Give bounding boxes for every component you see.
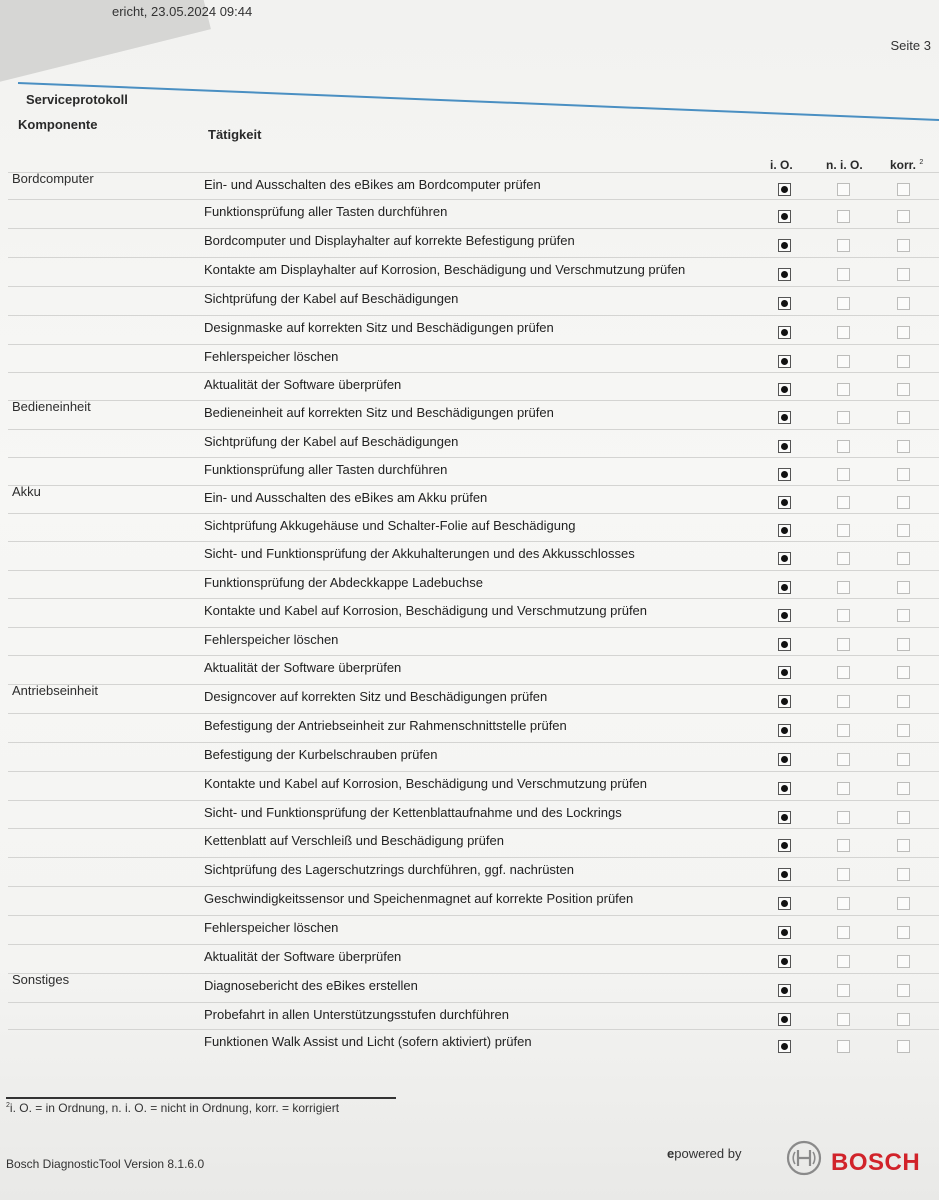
table-row [8,915,939,944]
korr-checkbox[interactable] [897,811,910,824]
component-label: Antriebseinheit [12,683,98,698]
table-row [8,257,939,286]
korr-checkbox[interactable] [897,210,910,223]
table-row [8,857,939,886]
korr-checkbox[interactable] [897,926,910,939]
activity-text: Probefahrt in allen Unterstützungsstufen durchführen [204,1007,509,1022]
io-checkbox[interactable] [778,383,791,396]
checked-dot-icon [781,271,788,278]
table-row [8,713,939,742]
table-row [8,800,939,829]
checked-dot-icon [781,814,788,821]
korr-checkbox[interactable] [897,955,910,968]
nio-checkbox[interactable] [837,355,850,368]
activity-text: Aktualität der Software überprüfen [204,949,402,964]
bosch-armature-icon [786,1140,822,1176]
checked-dot-icon [781,555,788,562]
nio-checkbox[interactable] [837,326,850,339]
korr-checkbox[interactable] [897,468,910,481]
footnote-divider [6,1097,396,1099]
powered-by-label [667,1146,741,1161]
table-row [8,315,939,344]
page-number: Seite 3 [890,38,931,53]
nio-checkbox[interactable] [837,297,850,310]
checked-dot-icon [781,1016,788,1023]
checked-dot-icon [781,186,788,193]
korr-checkbox[interactable] [897,524,910,537]
io-checkbox[interactable] [778,609,791,622]
activity-text: Sichtprüfung Akkugehäuse und Schalter-Folie auf Beschädigung [204,518,576,533]
io-checkbox[interactable] [778,926,791,939]
table-row [8,400,939,429]
report-header-date: ericht, 23.05.2024 09:44 [112,4,253,19]
checked-dot-icon [781,358,788,365]
korr-checkbox[interactable] [897,638,910,651]
nio-checkbox[interactable] [837,609,850,622]
nio-checkbox[interactable] [837,695,850,708]
io-checkbox[interactable] [778,1013,791,1026]
activity-text: Aktualität der Software überprüfen [204,660,402,675]
korr-checkbox[interactable] [897,581,910,594]
checked-dot-icon [781,329,788,336]
korr-checkbox[interactable] [897,782,910,795]
korr-checkbox[interactable] [897,666,910,679]
checked-dot-icon [781,443,788,450]
nio-checkbox[interactable] [837,811,850,824]
io-checkbox[interactable] [778,724,791,737]
checked-dot-icon [781,698,788,705]
table-row [8,886,939,915]
io-checkbox[interactable] [778,355,791,368]
nio-checkbox[interactable] [837,897,850,910]
footnote-text: i. O. = in Ordnung, n. i. O. = nicht in Ordnung, korr. = korrigiert [9,1101,340,1115]
checked-dot-icon [781,584,788,591]
component-label: Sonstiges [12,972,70,987]
activity-text: Ein- und Ausschalten des eBikes am Bordcomputer prüfen [204,177,541,192]
checked-dot-icon [781,300,788,307]
activity-text: Fehlerspeicher löschen [204,349,339,364]
io-checkbox[interactable] [778,984,791,997]
activity-text: Designmaske auf korrekten Sitz und Beschädigungen prüfen [204,320,554,335]
activity-text: Kettenblatt auf Verschleiß und Beschädigung prüfen [204,833,504,848]
activity-text: Befestigung der Antriebseinheit zur Rahmenschnittstelle prüfen [204,718,567,733]
korr-checkbox[interactable] [897,868,910,881]
io-checkbox[interactable] [778,411,791,424]
table-row [8,429,939,458]
checked-dot-icon [781,842,788,849]
io-checkbox[interactable] [778,581,791,594]
table-row [8,973,939,1002]
io-checkbox[interactable] [778,666,791,679]
table-row [8,570,939,599]
activity-text: Funktionsprüfung aller Tasten durchführen [204,462,448,477]
checked-dot-icon [781,471,788,478]
table-row [8,513,939,542]
io-checkbox[interactable] [778,183,791,196]
nio-checkbox[interactable] [837,666,850,679]
nio-checkbox[interactable] [837,383,850,396]
io-checkbox[interactable] [778,496,791,509]
korr-checkbox[interactable] [897,440,910,453]
checked-dot-icon [781,785,788,792]
checked-dot-icon [781,727,788,734]
table-row [8,598,939,627]
footnote-marker: 2 [6,1102,10,1109]
component-label: Akku [12,484,41,499]
io-checkbox[interactable] [778,552,791,565]
tool-version: Bosch DiagnosticTool Version 8.1.6.0 [6,1157,205,1171]
table-row [8,286,939,315]
checked-dot-icon [781,499,788,506]
io-checkbox[interactable] [778,839,791,852]
io-checkbox[interactable] [778,239,791,252]
table-row [8,541,939,570]
nio-checkbox[interactable] [837,868,850,881]
io-checkbox[interactable] [778,811,791,824]
table-row [8,457,939,486]
nio-checkbox[interactable] [837,638,850,651]
checked-dot-icon [781,929,788,936]
korr-checkbox[interactable] [897,753,910,766]
column-header-activity: Tätigkeit [208,127,262,142]
io-checkbox[interactable] [778,268,791,281]
checked-dot-icon [781,213,788,220]
korr-checkbox[interactable] [897,1013,910,1026]
activity-text: Funktionsprüfung aller Tasten durchführen [204,204,448,219]
io-checkbox[interactable] [778,468,791,481]
nio-checkbox[interactable] [837,524,850,537]
nio-checkbox[interactable] [837,183,850,196]
activity-text: Geschwindigkeitssensor und Speichenmagnet auf korrekte Position prüfen [204,891,634,906]
activity-text: Fehlerspeicher löschen [204,632,339,647]
activity-text: Sicht- und Funktionsprüfung der Akkuhalterungen und des Akkusschlosses [204,546,635,561]
table-row [8,742,939,771]
korr-checkbox[interactable] [897,411,910,424]
io-checkbox[interactable] [778,753,791,766]
table-row [8,655,939,684]
korr-checkbox[interactable] [897,383,910,396]
korr-checkbox[interactable] [897,839,910,852]
table-row [8,1002,939,1031]
column-header-io: i. O. [770,158,793,172]
korr-checkbox[interactable] [897,695,910,708]
checked-dot-icon [781,386,788,393]
korr-checkbox[interactable] [897,496,910,509]
activity-text: Bordcomputer und Displayhalter auf korrekte Befestigung prüfen [204,233,575,248]
activity-text: Befestigung der Kurbelschrauben prüfen [204,747,438,762]
io-checkbox[interactable] [778,868,791,881]
table-row [8,684,939,713]
activity-text: Bedieneinheit auf korrekten Sitz und Beschädigungen prüfen [204,405,554,420]
table-row [8,944,939,973]
korr-checkbox[interactable] [897,1040,910,1053]
activity-text: Designcover auf korrekten Sitz und Beschädigungen prüfen [204,689,548,704]
table-row [8,372,939,401]
korr-checkbox[interactable] [897,297,910,310]
io-checkbox[interactable] [778,1040,791,1053]
nio-checkbox[interactable] [837,782,850,795]
table-row [8,344,939,373]
korr-checkbox[interactable] [897,183,910,196]
activity-text: Kontakte am Displayhalter auf Korrosion, Beschädigung und Verschmutzung prüfen [204,262,686,277]
table-row [8,172,939,201]
column-header-nio: n. i. O. [826,158,863,172]
korr-checkbox[interactable] [897,355,910,368]
io-checkbox[interactable] [778,297,791,310]
activity-text: Aktualität der Software überprüfen [204,377,402,392]
table-row [8,228,939,257]
nio-checkbox[interactable] [837,1013,850,1026]
nio-checkbox[interactable] [837,210,850,223]
checked-dot-icon [781,1043,788,1050]
nio-checkbox[interactable] [837,581,850,594]
io-checkbox[interactable] [778,524,791,537]
column-header-component: Komponente [18,117,98,132]
checked-dot-icon [781,414,788,421]
korr-checkbox[interactable] [897,326,910,339]
table-row [8,771,939,800]
nio-checkbox[interactable] [837,496,850,509]
korr-checkbox[interactable] [897,239,910,252]
activity-text: Kontakte und Kabel auf Korrosion, Beschädigung und Verschmutzung prüfen [204,603,648,618]
component-label: Bordcomputer [12,171,94,186]
checked-dot-icon [781,612,788,619]
checked-dot-icon [781,242,788,249]
korr-checkbox[interactable] [897,268,910,281]
table-row [8,199,939,228]
activity-text: Sichtprüfung des Lagerschutzrings durchführen, ggf. nachrüsten [204,862,575,877]
table-row [8,485,939,514]
nio-checkbox[interactable] [837,955,850,968]
activity-text: Sichtprüfung der Kabel auf Beschädigungen [204,291,459,306]
bosch-brand: BOSCH [831,1149,921,1176]
activity-text: Kontakte und Kabel auf Korrosion, Beschädigung und Verschmutzung prüfen [204,776,648,791]
component-label: Bedieneinheit [12,399,91,414]
activity-text: Fehlerspeicher löschen [204,920,339,935]
io-checkbox[interactable] [778,695,791,708]
activity-text: Sichtprüfung der Kabel auf Beschädigungen [204,434,459,449]
footnote [6,1101,339,1115]
nio-checkbox[interactable] [837,239,850,252]
io-checkbox[interactable] [778,782,791,795]
checked-dot-icon [781,641,788,648]
checked-dot-icon [781,871,788,878]
nio-checkbox[interactable] [837,411,850,424]
checked-dot-icon [781,900,788,907]
korr-checkbox[interactable] [897,897,910,910]
nio-checkbox[interactable] [837,552,850,565]
io-checkbox[interactable] [778,638,791,651]
nio-checkbox[interactable] [837,468,850,481]
table-row [8,627,939,656]
activity-text: Funktionen Walk Assist und Licht (sofern aktiviert) prüfen [204,1034,532,1049]
activity-text: Funktionsprüfung der Abdeckkappe Ladebuchse [204,575,483,590]
korr-checkbox[interactable] [897,609,910,622]
table-row [8,1029,939,1058]
nio-checkbox[interactable] [837,1040,850,1053]
io-checkbox[interactable] [778,955,791,968]
io-checkbox[interactable] [778,897,791,910]
column-header-korr-label: korr. [890,158,917,172]
footnote-ref: 2 [919,159,924,166]
io-checkbox[interactable] [778,326,791,339]
checked-dot-icon [781,669,788,676]
io-checkbox[interactable] [778,440,791,453]
activity-text: Ein- und Ausschalten des eBikes am Akku prüfen [204,490,488,505]
section-title: Serviceprotokoll [26,92,128,107]
korr-checkbox[interactable] [897,724,910,737]
io-checkbox[interactable] [778,210,791,223]
nio-checkbox[interactable] [837,984,850,997]
activity-text: Diagnosebericht des eBikes erstellen [204,978,418,993]
nio-checkbox[interactable] [837,268,850,281]
checked-dot-icon [781,756,788,763]
ebike-e-mark: e [667,1146,675,1161]
korr-checkbox[interactable] [897,552,910,565]
table-row [8,828,939,857]
checked-dot-icon [781,987,788,994]
powered-by-text: powered by [674,1146,742,1161]
korr-checkbox[interactable] [897,984,910,997]
checked-dot-icon [781,527,788,534]
nio-checkbox[interactable] [837,440,850,453]
nio-checkbox[interactable] [837,926,850,939]
nio-checkbox[interactable] [837,839,850,852]
activity-text: Sicht- und Funktionsprüfung der Kettenblattaufnahme und des Lockrings [204,805,622,820]
nio-checkbox[interactable] [837,753,850,766]
checked-dot-icon [781,958,788,965]
nio-checkbox[interactable] [837,724,850,737]
